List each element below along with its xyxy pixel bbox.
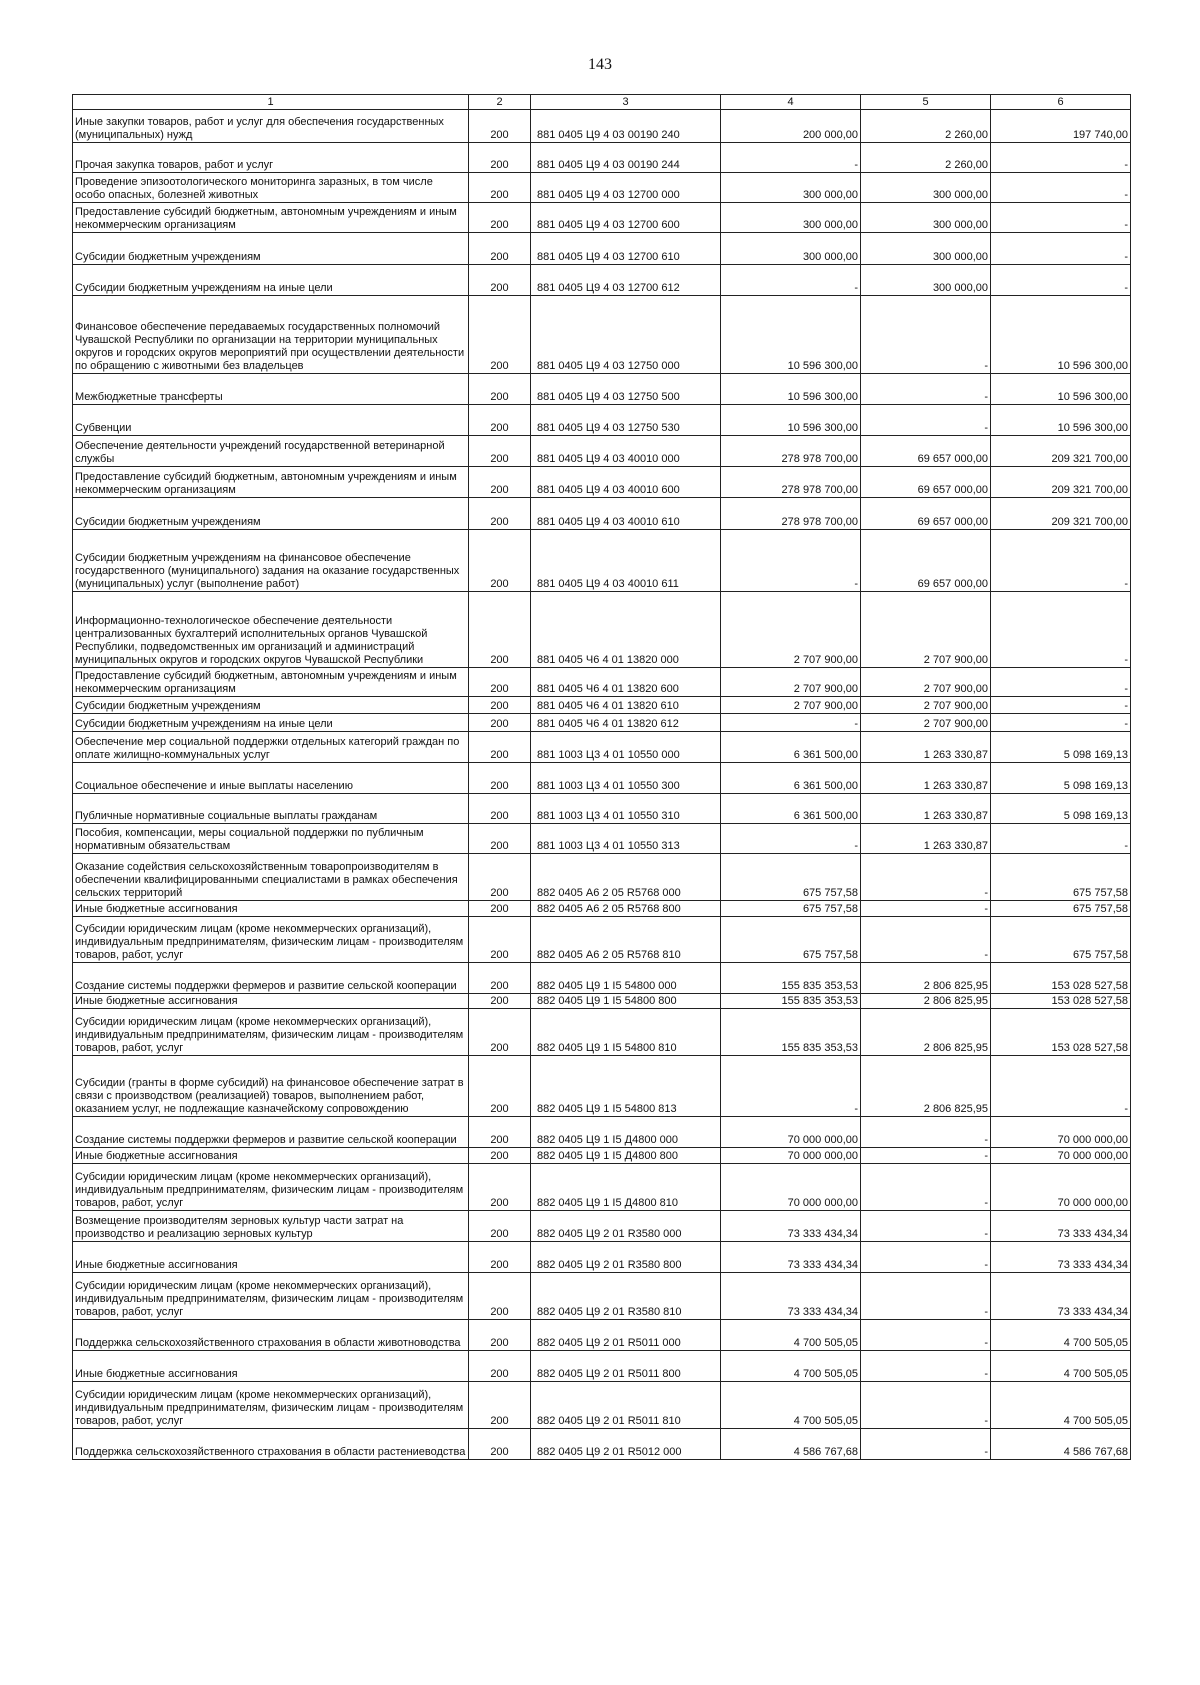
row-amount-4: 70 000 000,00 xyxy=(721,1148,861,1164)
row-amount-6: 73 333 434,34 xyxy=(991,1211,1131,1242)
row-amount-6: 70 000 000,00 xyxy=(991,1117,1131,1148)
row-name: Создание системы поддержки фермеров и развитие сельской кооперации xyxy=(73,963,469,994)
row-amount-4: 4 700 505,05 xyxy=(721,1351,861,1382)
row-amount-6: 70 000 000,00 xyxy=(991,1148,1131,1164)
table-row xyxy=(73,732,1131,763)
row-amount-5: 69 657 000,00 xyxy=(861,498,991,530)
row-amount-6: 73 333 434,34 xyxy=(991,1273,1131,1320)
row-amount-5: - xyxy=(861,901,991,917)
table-row xyxy=(73,1211,1131,1242)
row-col2: 200 xyxy=(469,824,531,854)
table-row xyxy=(73,110,1131,143)
row-code: 882 0405 А6 2 05 R5768 810 xyxy=(531,917,721,963)
row-col2: 200 xyxy=(469,405,531,436)
row-code: 882 0405 Ц9 2 01 R5011 800 xyxy=(531,1351,721,1382)
row-amount-6: 4 586 767,68 xyxy=(991,1429,1131,1460)
row-name: Социальное обеспечение и иные выплаты населению xyxy=(73,763,469,794)
row-amount-6: 209 321 700,00 xyxy=(991,436,1131,467)
row-amount-5: 2 806 825,95 xyxy=(861,1009,991,1056)
row-code: 882 0405 Ц9 1 I5 54800 000 xyxy=(531,963,721,994)
row-amount-4: 278 978 700,00 xyxy=(721,436,861,467)
row-amount-5: - xyxy=(861,1273,991,1320)
row-amount-6: 675 757,58 xyxy=(991,854,1131,901)
row-amount-4: 4 586 767,68 xyxy=(721,1429,861,1460)
row-name: Предоставление субсидий бюджетным, автономным учреждениям и иным некоммерческим организациям xyxy=(73,467,469,498)
row-name: Проведение эпизоотологического мониторинга заразных, в том числе особо опасных, болезней животных xyxy=(73,173,469,203)
row-col2: 200 xyxy=(469,994,531,1009)
row-amount-4: 10 596 300,00 xyxy=(721,374,861,405)
row-col2: 200 xyxy=(469,1009,531,1056)
row-col2: 200 xyxy=(469,1351,531,1382)
row-code: 881 0405 Ц9 4 03 12750 500 xyxy=(531,374,721,405)
row-code: 882 0405 Ц9 1 I5 Д4800 000 xyxy=(531,1117,721,1148)
row-col2: 200 xyxy=(469,1273,531,1320)
table-row xyxy=(73,530,1131,592)
row-code: 881 0405 Ц9 4 03 12700 000 xyxy=(531,173,721,203)
table-row xyxy=(73,436,1131,467)
row-amount-4: - xyxy=(721,530,861,592)
row-amount-4: 300 000,00 xyxy=(721,203,861,233)
row-name: Создание системы поддержки фермеров и развитие сельской кооперации xyxy=(73,1117,469,1148)
row-amount-5: 69 657 000,00 xyxy=(861,467,991,498)
table-row xyxy=(73,763,1131,794)
row-name: Субсидии бюджетным учреждениям на финансовое обеспечение государственного (муниципального) задания на оказание государственных (муниципальных) услуг (выполнение работ) xyxy=(73,530,469,592)
row-name: Иные бюджетные ассигнования xyxy=(73,1242,469,1273)
row-code: 881 0405 Ц9 4 03 40010 600 xyxy=(531,467,721,498)
row-amount-4: - xyxy=(721,1056,861,1117)
row-code: 881 0405 Ц9 4 03 40010 000 xyxy=(531,436,721,467)
row-amount-6: - xyxy=(991,143,1131,173)
row-code: 882 0405 Ц9 2 01 R3580 800 xyxy=(531,1242,721,1273)
row-amount-6: 4 700 505,05 xyxy=(991,1382,1131,1429)
row-amount-4: 155 835 353,53 xyxy=(721,963,861,994)
row-name: Иные бюджетные ассигнования xyxy=(73,1148,469,1164)
row-code: 881 0405 Ч6 4 01 13820 610 xyxy=(531,697,721,714)
row-amount-6: 4 700 505,05 xyxy=(991,1351,1131,1382)
row-amount-5: 2 707 900,00 xyxy=(861,592,991,668)
row-amount-5: - xyxy=(861,1351,991,1382)
row-col2: 200 xyxy=(469,173,531,203)
row-amount-4: - xyxy=(721,265,861,296)
row-name: Финансовое обеспечение передаваемых государственных полномочий Чувашской Республики по организации на территории муниципальных округов и городских округов мероприятий при осуществлении деятельности по обращению с животными без владельцев xyxy=(73,296,469,374)
row-name: Иные закупки товаров, работ и услуг для обеспечения государственных (муниципальных) нужд xyxy=(73,110,469,143)
row-name: Субсидии бюджетным учреждениям xyxy=(73,498,469,530)
table-row xyxy=(73,994,1131,1009)
row-amount-4: 6 361 500,00 xyxy=(721,732,861,763)
row-col2: 200 xyxy=(469,1056,531,1117)
row-amount-4: 2 707 900,00 xyxy=(721,697,861,714)
table-row xyxy=(73,203,1131,233)
row-amount-5: - xyxy=(861,296,991,374)
row-amount-4: - xyxy=(721,143,861,173)
row-code: 881 0405 Ч6 4 01 13820 612 xyxy=(531,714,721,732)
table-row xyxy=(73,143,1131,173)
row-col2: 200 xyxy=(469,1211,531,1242)
row-amount-5: - xyxy=(861,1429,991,1460)
row-code: 881 0405 Ц9 4 03 12700 612 xyxy=(531,265,721,296)
row-col2: 200 xyxy=(469,1148,531,1164)
row-amount-4: 73 333 434,34 xyxy=(721,1211,861,1242)
table-row xyxy=(73,1117,1131,1148)
row-amount-6: - xyxy=(991,203,1131,233)
row-col2: 200 xyxy=(469,854,531,901)
table-row xyxy=(73,901,1131,917)
row-amount-4: 200 000,00 xyxy=(721,110,861,143)
row-amount-5: 2 707 900,00 xyxy=(861,714,991,732)
row-name: Информационно-технологическое обеспечение деятельности централизованных бухгалтерий исполнительных органов Чувашской Республики, подведомственных им организаций и администраций муниципальных округов и городских округов Чувашской Республики xyxy=(73,592,469,668)
row-amount-6: - xyxy=(991,697,1131,714)
table-row xyxy=(73,592,1131,668)
table-row xyxy=(73,1164,1131,1211)
table-row xyxy=(73,467,1131,498)
row-code: 881 1003 Ц3 4 01 10550 300 xyxy=(531,763,721,794)
row-amount-5: 2 806 825,95 xyxy=(861,994,991,1009)
row-amount-5: 300 000,00 xyxy=(861,233,991,265)
row-name: Оказание содействия сельскохозяйственным товаропроизводителям в обеспечении квалифицированными специалистами в рамках обеспечения сельских территорий xyxy=(73,854,469,901)
row-name: Субсидии юридическим лицам (кроме некоммерческих организаций), индивидуальным предпринимателям, физическим лицам - производителям товаров, работ, услуг xyxy=(73,1164,469,1211)
row-name: Поддержка сельскохозяйственного страхования в области растениеводства xyxy=(73,1429,469,1460)
row-amount-5: 1 263 330,87 xyxy=(861,794,991,824)
row-name: Субсидии (гранты в форме субсидий) на финансовое обеспечение затрат в связи с производством (реализацией) товаров, выполнением работ, оказанием услуг, не подлежащие казначейскому сопровождению xyxy=(73,1056,469,1117)
row-amount-6: - xyxy=(991,1056,1131,1117)
row-amount-4: 73 333 434,34 xyxy=(721,1273,861,1320)
table-row xyxy=(73,697,1131,714)
row-code: 882 0405 А6 2 05 R5768 800 xyxy=(531,901,721,917)
row-name: Иные бюджетные ассигнования xyxy=(73,901,469,917)
row-col2: 200 xyxy=(469,794,531,824)
column-header-4: 4 xyxy=(721,95,861,110)
row-amount-4: - xyxy=(721,714,861,732)
row-code: 881 0405 Ц9 4 03 12700 610 xyxy=(531,233,721,265)
row-amount-5: - xyxy=(861,1211,991,1242)
row-col2: 200 xyxy=(469,374,531,405)
row-name: Субсидии юридическим лицам (кроме некоммерческих организаций), индивидуальным предпринимателям, физическим лицам - производителям товаров, работ, услуг xyxy=(73,1273,469,1320)
table-row xyxy=(73,1429,1131,1460)
row-col2: 200 xyxy=(469,1382,531,1429)
row-name: Субсидии бюджетным учреждениям xyxy=(73,233,469,265)
row-col2: 200 xyxy=(469,917,531,963)
row-amount-4: 2 707 900,00 xyxy=(721,592,861,668)
row-amount-4: 6 361 500,00 xyxy=(721,794,861,824)
row-col2: 200 xyxy=(469,697,531,714)
table-body xyxy=(73,110,1131,1460)
row-amount-6: 73 333 434,34 xyxy=(991,1242,1131,1273)
row-code: 882 0405 Ц9 1 I5 54800 800 xyxy=(531,994,721,1009)
row-amount-5: - xyxy=(861,1164,991,1211)
row-code: 881 0405 Ц9 4 03 12750 530 xyxy=(531,405,721,436)
row-code: 881 1003 Ц3 4 01 10550 310 xyxy=(531,794,721,824)
row-amount-6: 209 321 700,00 xyxy=(991,498,1131,530)
row-col2: 200 xyxy=(469,110,531,143)
row-amount-5: 2 260,00 xyxy=(861,110,991,143)
column-header-5: 5 xyxy=(861,95,991,110)
row-amount-6: 10 596 300,00 xyxy=(991,374,1131,405)
row-amount-6: 675 757,58 xyxy=(991,901,1131,917)
row-amount-4: 6 361 500,00 xyxy=(721,763,861,794)
row-amount-4: 2 707 900,00 xyxy=(721,668,861,697)
row-amount-5: 69 657 000,00 xyxy=(861,436,991,467)
row-code: 881 0405 Ц9 4 03 00190 244 xyxy=(531,143,721,173)
row-code: 881 0405 Ц9 4 03 40010 611 xyxy=(531,530,721,592)
row-amount-6: - xyxy=(991,265,1131,296)
row-amount-5: 1 263 330,87 xyxy=(861,763,991,794)
row-col2: 200 xyxy=(469,296,531,374)
table-row xyxy=(73,668,1131,697)
row-amount-4: 278 978 700,00 xyxy=(721,498,861,530)
row-amount-4: - xyxy=(721,824,861,854)
row-col2: 200 xyxy=(469,203,531,233)
row-code: 882 0405 Ц9 2 01 R5011 810 xyxy=(531,1382,721,1429)
row-name: Пособия, компенсации, меры социальной поддержки по публичным нормативным обязательствам xyxy=(73,824,469,854)
table-row xyxy=(73,1148,1131,1164)
row-col2: 200 xyxy=(469,963,531,994)
table-row xyxy=(73,265,1131,296)
page-number: 143 xyxy=(588,56,612,73)
row-col2: 200 xyxy=(469,1164,531,1211)
column-header-2: 2 xyxy=(469,95,531,110)
row-name: Субсидии юридическим лицам (кроме некоммерческих организаций), индивидуальным предпринимателям, физическим лицам - производителям товаров, работ, услуг xyxy=(73,917,469,963)
row-col2: 200 xyxy=(469,143,531,173)
table-row xyxy=(73,374,1131,405)
row-amount-6: 153 028 527,58 xyxy=(991,994,1131,1009)
row-amount-6: - xyxy=(991,714,1131,732)
row-amount-4: 73 333 434,34 xyxy=(721,1242,861,1273)
row-amount-4: 10 596 300,00 xyxy=(721,405,861,436)
row-name: Иные бюджетные ассигнования xyxy=(73,994,469,1009)
row-name: Поддержка сельскохозяйственного страхования в области животноводства xyxy=(73,1320,469,1351)
table-row xyxy=(73,173,1131,203)
row-code: 881 0405 Ц9 4 03 00190 240 xyxy=(531,110,721,143)
row-amount-6: 153 028 527,58 xyxy=(991,963,1131,994)
table-row xyxy=(73,233,1131,265)
row-amount-6: 4 700 505,05 xyxy=(991,1320,1131,1351)
row-amount-4: 278 978 700,00 xyxy=(721,467,861,498)
table-row xyxy=(73,296,1131,374)
row-amount-6: 10 596 300,00 xyxy=(991,405,1131,436)
row-col2: 200 xyxy=(469,901,531,917)
row-amount-6: - xyxy=(991,592,1131,668)
table-row xyxy=(73,1382,1131,1429)
row-amount-5: - xyxy=(861,405,991,436)
row-name: Межбюджетные трансферты xyxy=(73,374,469,405)
row-code: 882 0405 Ц9 2 01 R5011 000 xyxy=(531,1320,721,1351)
row-code: 882 0405 Ц9 1 I5 Д4800 810 xyxy=(531,1164,721,1211)
row-amount-5: 1 263 330,87 xyxy=(861,732,991,763)
row-amount-5: 2 260,00 xyxy=(861,143,991,173)
row-col2: 200 xyxy=(469,233,531,265)
row-amount-6: 153 028 527,58 xyxy=(991,1009,1131,1056)
row-code: 881 0405 Ч6 4 01 13820 600 xyxy=(531,668,721,697)
row-code: 882 0405 А6 2 05 R5768 000 xyxy=(531,854,721,901)
row-amount-4: 675 757,58 xyxy=(721,917,861,963)
row-amount-6: - xyxy=(991,173,1131,203)
row-col2: 200 xyxy=(469,467,531,498)
row-name: Обеспечение мер социальной поддержки отдельных категорий граждан по оплате жилищно-коммунальных услуг xyxy=(73,732,469,763)
row-col2: 200 xyxy=(469,714,531,732)
row-code: 882 0405 Ц9 1 I5 54800 813 xyxy=(531,1056,721,1117)
table-row xyxy=(73,498,1131,530)
row-amount-6: 5 098 169,13 xyxy=(991,794,1131,824)
row-code: 881 0405 Ц9 4 03 40010 610 xyxy=(531,498,721,530)
row-col2: 200 xyxy=(469,530,531,592)
row-col2: 200 xyxy=(469,732,531,763)
row-amount-5: - xyxy=(861,1148,991,1164)
table-row xyxy=(73,1056,1131,1117)
row-col2: 200 xyxy=(469,592,531,668)
row-name: Субсидии бюджетным учреждениям xyxy=(73,697,469,714)
row-amount-6: - xyxy=(991,530,1131,592)
row-amount-4: 70 000 000,00 xyxy=(721,1117,861,1148)
row-amount-6: 70 000 000,00 xyxy=(991,1164,1131,1211)
row-amount-5: 2 707 900,00 xyxy=(861,668,991,697)
row-amount-5: 1 263 330,87 xyxy=(861,824,991,854)
row-code: 881 0405 Ч6 4 01 13820 000 xyxy=(531,592,721,668)
row-code: 882 0405 Ц9 1 I5 Д4800 800 xyxy=(531,1148,721,1164)
row-name: Прочая закупка товаров, работ и услуг xyxy=(73,143,469,173)
row-code: 882 0405 Ц9 2 01 R3580 810 xyxy=(531,1273,721,1320)
row-amount-4: 10 596 300,00 xyxy=(721,296,861,374)
row-name: Публичные нормативные социальные выплаты гражданам xyxy=(73,794,469,824)
column-header-6: 6 xyxy=(991,95,1131,110)
table-row xyxy=(73,405,1131,436)
row-name: Субсидии бюджетным учреждениям на иные цели xyxy=(73,714,469,732)
row-amount-6: 5 098 169,13 xyxy=(991,732,1131,763)
row-name: Субвенции xyxy=(73,405,469,436)
row-name: Субсидии бюджетным учреждениям на иные цели xyxy=(73,265,469,296)
row-amount-5: 2 707 900,00 xyxy=(861,697,991,714)
table-row xyxy=(73,1009,1131,1056)
row-amount-5: - xyxy=(861,1117,991,1148)
row-amount-6: - xyxy=(991,668,1131,697)
table-row xyxy=(73,824,1131,854)
row-amount-6: 197 740,00 xyxy=(991,110,1131,143)
table-row xyxy=(73,963,1131,994)
row-amount-5: 69 657 000,00 xyxy=(861,530,991,592)
column-header-1: 1 xyxy=(73,95,469,110)
row-name: Субсидии юридическим лицам (кроме некоммерческих организаций), индивидуальным предпринимателям, физическим лицам - производителям товаров, работ, услуг xyxy=(73,1382,469,1429)
row-col2: 200 xyxy=(469,498,531,530)
row-name: Субсидии юридическим лицам (кроме некоммерческих организаций), индивидуальным предпринимателям, физическим лицам - производителям товаров, работ, услуг xyxy=(73,1009,469,1056)
row-amount-5: 2 806 825,95 xyxy=(861,1056,991,1117)
row-amount-5: - xyxy=(861,1242,991,1273)
row-amount-6: 675 757,58 xyxy=(991,917,1131,963)
row-amount-6: 5 098 169,13 xyxy=(991,763,1131,794)
row-code: 881 1003 Ц3 4 01 10550 000 xyxy=(531,732,721,763)
row-amount-5: - xyxy=(861,1382,991,1429)
row-name: Обеспечение деятельности учреждений государственной ветеринарной службы xyxy=(73,436,469,467)
table-row xyxy=(73,1273,1131,1320)
row-col2: 200 xyxy=(469,1242,531,1273)
row-amount-4: 300 000,00 xyxy=(721,233,861,265)
row-col2: 200 xyxy=(469,1117,531,1148)
row-amount-4: 4 700 505,05 xyxy=(721,1382,861,1429)
row-amount-5: - xyxy=(861,854,991,901)
row-col2: 200 xyxy=(469,668,531,697)
row-code: 881 0405 Ц9 4 03 12750 000 xyxy=(531,296,721,374)
row-amount-4: 155 835 353,53 xyxy=(721,994,861,1009)
row-code: 882 0405 Ц9 1 I5 54800 810 xyxy=(531,1009,721,1056)
row-amount-4: 70 000 000,00 xyxy=(721,1164,861,1211)
row-code: 881 1003 Ц3 4 01 10550 313 xyxy=(531,824,721,854)
row-name: Возмещение производителям зерновых культур части затрат на производство и реализацию зерновых культур xyxy=(73,1211,469,1242)
row-amount-5: - xyxy=(861,1320,991,1351)
row-amount-5: 300 000,00 xyxy=(861,265,991,296)
row-amount-5: 2 806 825,95 xyxy=(861,963,991,994)
row-amount-4: 675 757,58 xyxy=(721,854,861,901)
row-col2: 200 xyxy=(469,265,531,296)
row-code: 881 0405 Ц9 4 03 12700 600 xyxy=(531,203,721,233)
table-row xyxy=(73,1320,1131,1351)
row-amount-6: - xyxy=(991,824,1131,854)
table-row xyxy=(73,1351,1131,1382)
row-amount-4: 4 700 505,05 xyxy=(721,1320,861,1351)
row-amount-6: 209 321 700,00 xyxy=(991,467,1131,498)
header-row xyxy=(73,95,1131,110)
row-name: Предоставление субсидий бюджетным, автономным учреждениям и иным некоммерческим организациям xyxy=(73,203,469,233)
row-amount-4: 300 000,00 xyxy=(721,173,861,203)
table-row xyxy=(73,714,1131,732)
column-header-3: 3 xyxy=(531,95,721,110)
table-row xyxy=(73,794,1131,824)
row-code: 882 0405 Ц9 2 01 R3580 000 xyxy=(531,1211,721,1242)
row-col2: 200 xyxy=(469,1320,531,1351)
row-amount-6: - xyxy=(991,233,1131,265)
row-amount-4: 155 835 353,53 xyxy=(721,1009,861,1056)
row-amount-4: 675 757,58 xyxy=(721,901,861,917)
table-row xyxy=(73,1242,1131,1273)
row-amount-6: 10 596 300,00 xyxy=(991,296,1131,374)
row-col2: 200 xyxy=(469,1429,531,1460)
table-row xyxy=(73,917,1131,963)
row-name: Предоставление субсидий бюджетным, автономным учреждениям и иным некоммерческим организациям xyxy=(73,668,469,697)
row-code: 882 0405 Ц9 2 01 R5012 000 xyxy=(531,1429,721,1460)
row-amount-5: 300 000,00 xyxy=(861,173,991,203)
row-amount-5: - xyxy=(861,917,991,963)
row-name: Иные бюджетные ассигнования xyxy=(73,1351,469,1382)
row-col2: 200 xyxy=(469,763,531,794)
row-amount-5: - xyxy=(861,374,991,405)
row-col2: 200 xyxy=(469,436,531,467)
table-row xyxy=(73,854,1131,901)
row-amount-5: 300 000,00 xyxy=(861,203,991,233)
budget-table xyxy=(72,94,1131,1460)
